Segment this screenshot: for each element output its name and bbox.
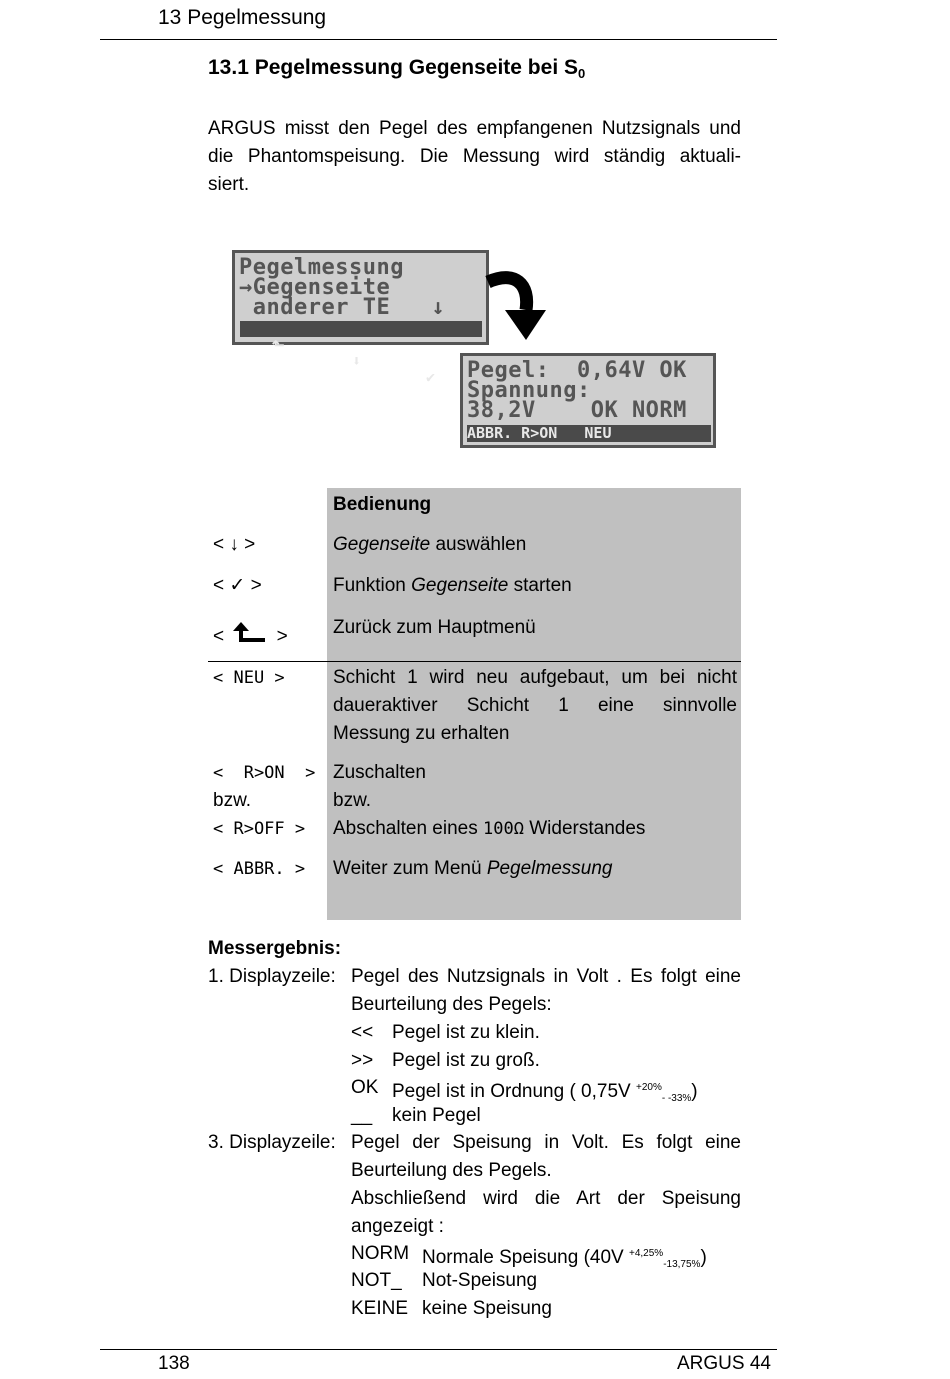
row-back-desc: Zurück zum Hauptmenü [333, 617, 536, 638]
arrow-down-icon: ⬇ [352, 352, 362, 370]
intro-paragraph: ARGUS misst den Pegel des empfangenen Nutzsignals und die Phantomspeisung. Die Messung wird ständig aktuali- siert. [208, 118, 741, 195]
row-start-desc: Funktion Gegenseite starten [333, 575, 572, 596]
key-abbr: < ABBR. > [213, 859, 306, 879]
header-rule [100, 39, 777, 40]
code-too-low: << [351, 1022, 374, 1043]
result-line1-text: Pegel des Nutzsignals in Volt . Es folgt eine Beurteilung des Pegels: [351, 966, 741, 1015]
code-not: NOT_ [351, 1270, 402, 1291]
key-neu: < NEU > [213, 668, 285, 688]
row-neu-desc: Schicht 1 wird neu aufgebaut, um bei nicht daueraktiver Schicht 1 eine sinnvolle Messung zu erhalten [333, 667, 737, 744]
row-ron-desc2: bzw. [333, 790, 372, 811]
desc-keine: keine Speisung [422, 1298, 552, 1319]
lcd-softkey-bar: ABBR. R>ON NEU [467, 425, 711, 442]
lcd-softkey-bar [240, 321, 482, 386]
product-name: ARGUS 44 [677, 1353, 771, 1374]
section-title: 13.1 Pegelmessung Gegenseite bei $S_0$ [208, 56, 586, 81]
row-abbr-desc: Weiter zum Menü Pegelmessung [333, 858, 613, 879]
key-down: < ↓ > [213, 534, 256, 555]
curved-arrow-icon [470, 262, 560, 347]
desc-none: kein Pegel [392, 1105, 481, 1126]
key-r-off: < R>OFF > [213, 819, 306, 839]
chapter-header: 13 Pegelmessung [158, 6, 327, 29]
lcd-display-result: Pegel: 0,64V OK Spannung: 38,2V OK NORM ABBR. R>ON NEU [460, 353, 716, 448]
code-none: __ [351, 1105, 373, 1126]
result-line1-label: 1. Displayzeile: [208, 966, 336, 987]
desc-not: Not-Speisung [422, 1270, 538, 1291]
code-ok: OK [351, 1077, 379, 1098]
desc-ok: Pegel ist in Ordnung ( 0,75V $^{+20\%}_{- -33\%}$) [392, 1081, 698, 1104]
back-icon: ⬑ [272, 336, 285, 354]
key-r-on: < R>ON > [213, 763, 316, 783]
result-heading: Messergebnis: [208, 938, 342, 959]
result-line3-text: Pegel der Speisung in Volt. Es folgt eine Beurteilung des Pegels. Abschließend wird die Art der Speisung angezeigt : [351, 1132, 741, 1237]
footer-rule [100, 1349, 777, 1350]
code-too-high: >> [351, 1050, 374, 1071]
lcd-display-menu: Pegelmessung →Gegenseite anderer TE ↓ ⬑ ⬇ ✔ [232, 250, 489, 345]
key-back: < > [213, 622, 288, 651]
code-norm: NORM [351, 1243, 410, 1264]
table-heading: Bedienung [333, 494, 432, 515]
desc-norm: Normale Speisung (40V $^{+4,25\%}_{-13,75\%}$) [422, 1247, 707, 1270]
desc-too-high: Pegel ist zu groß. [392, 1050, 540, 1071]
result-line3-label: 3. Displayzeile: [208, 1132, 336, 1153]
row-ron-desc3: Abschalten eines 100Ω Widerstandes [333, 818, 646, 839]
code-keine: KEINE [351, 1298, 409, 1319]
row-select-desc: Gegenseite auswählen [333, 534, 527, 555]
key-check: < ✓ > [213, 575, 262, 596]
desc-too-low: Pegel ist zu klein. [392, 1022, 540, 1043]
row-ron-desc1: Zuschalten [333, 762, 426, 783]
table-divider [208, 661, 741, 662]
key-bzw: bzw. [213, 790, 252, 811]
back-icon [233, 622, 267, 644]
page-number: 138 [158, 1353, 190, 1374]
check-icon: ✔ [426, 368, 436, 386]
